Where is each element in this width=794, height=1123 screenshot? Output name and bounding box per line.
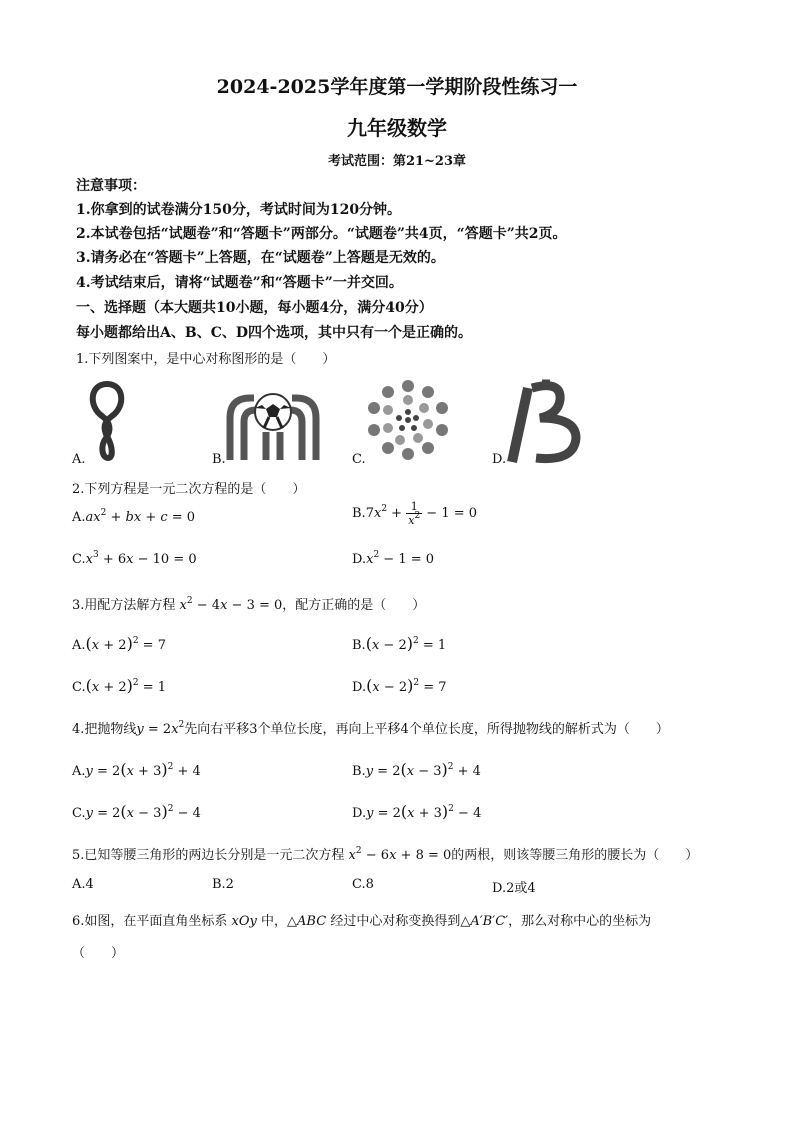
question-1-option-c: C. [352, 452, 366, 467]
question-4-option-d: $D.y = 2(x + 3)^2 - 4$ [352, 802, 482, 821]
question-4-option-a: $A.y = 2(x + 3)^2 + 4$ [72, 760, 201, 779]
question-6-stem: 6.如图，在平面直角坐标系 xOy 中，△ABC 经过中心对称变换得到△A′B′C′，那么对称中心的坐标为 [72, 914, 652, 929]
question-4-option-c: $C.y = 2(x - 3)^2 - 4$ [72, 802, 201, 821]
note-item: 4.考试结束后，请将“试题卷”和“答题卡”一并交回。 [76, 275, 403, 291]
question-3-stem: 3.用配方法解方程 $x^2 - 4x - 3 = 0$，配方正确的是（ ） [72, 596, 426, 613]
question-1-option-b: B. [212, 452, 226, 467]
figure-a-emblem [82, 380, 132, 462]
question-5-stem: 5.已知等腰三角形的两边长分别是一元二次方程 $x^2 - 6x + 8 = 0$的两根，则该等腰三角形的腰长为（ ） [72, 846, 699, 863]
question-4-stem: 4.把抛物线$y = 2x^2$先向右平移3个单位长度，再向上平移4个单位长度，所得抛物线的解析式为（ ） [72, 720, 669, 737]
question-2-option-b: $B.7x^2$ + $\frac{1}{x^2}$ − 1 = 0 [352, 500, 478, 527]
question-2-option-d: $D.x^2 - 1 = 0$ [352, 550, 435, 567]
note-item: 2.本试卷包括“试题卷”和“答题卡”两部分。“试题卷”共4页，“答题卡”共2页。 [76, 226, 567, 242]
question-2-option-c: $C.x^3 + 6x - 10 = 0$ [72, 550, 197, 567]
page-subtitle: 九年级数学 [347, 116, 447, 140]
notes-heading: 注意事项： [76, 178, 146, 194]
question-5-option-b: B.2 [212, 877, 234, 892]
note-item: 3.请务必在“答题卡”上答题，在“试题卷”上答题是无效的。 [76, 250, 445, 266]
section-instruction: 每小题都给出A、B、C、D四个选项，其中只有一个是正确的。 [76, 325, 472, 341]
question-5-option-c: C.8 [352, 877, 374, 892]
question-1-option-d: D. [492, 452, 507, 467]
question-2-stem: 2.下列方程是一元二次方程的是（ ） [72, 482, 306, 497]
question-5-option-a: A.4 [72, 877, 94, 892]
question-5-option-d: D.2或4 [492, 881, 536, 896]
question-3-option-c: $C.(x + 2)^2 = 1$ [72, 676, 167, 695]
question-1-option-a: A. [72, 452, 86, 467]
figure-b-emblem [224, 388, 322, 460]
question-1-stem: 1.下列图案中，是中心对称图形的是（ ） [76, 352, 336, 367]
figure-c-rosette [366, 378, 450, 462]
question-3-option-d: $D.(x - 2)^2 = 7$ [352, 676, 447, 695]
question-6-stem-line2: （ ） [72, 946, 125, 961]
section-heading: 一、选择题（本大题共10小题，每小题4分，满分40分） [76, 300, 433, 316]
page-title: 2024-2025学年度第一学期阶段性练习一 [216, 76, 578, 98]
question-2-option-a: $A.ax^2$ + bx + c = 0 [72, 508, 196, 525]
note-item: 1.你拿到的试卷满分150分，考试时间为120分钟。 [76, 202, 402, 218]
figure-d-letter-emblem [506, 378, 582, 464]
exam-scope: 考试范围：第21~23章 [327, 154, 467, 169]
question-3-option-a: $A.(x + 2)^2 = 7$ [72, 634, 166, 653]
question-4-option-b: $B.y = 2(x - 3)^2 + 4$ [352, 760, 481, 779]
question-3-option-b: $B.(x - 2)^2 = 1$ [352, 634, 447, 653]
